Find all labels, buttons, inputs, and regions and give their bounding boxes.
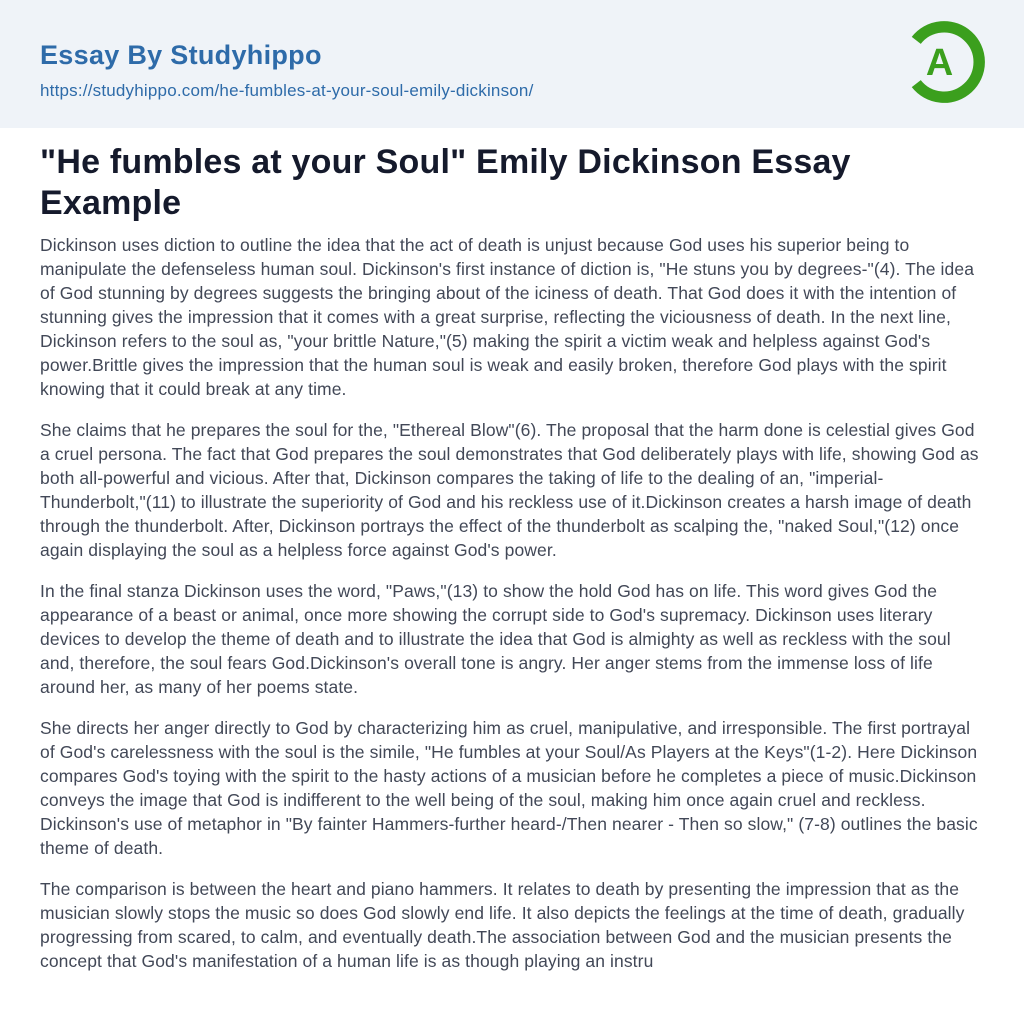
page-url-link[interactable]: https://studyhippo.com/he-fumbles-at-your-soul-emily-dickinson/ xyxy=(40,80,534,100)
studyhippo-logo[interactable] xyxy=(900,18,988,106)
essay-paragraph: Dickinson uses diction to outline the idea that the act of death is unjust because God uses his superior being to manipulate the defenseless human soul. Dickinson's first instance of diction is, "He stuns you by degrees-"(4). The idea of God stunning by degrees suggests the bringing about of the iciness of death. That God does it with the intention of stunning gives the impression that it comes with a great surprise, reflecting the viciousness of death. In the next line, Dickinson refers to the soul as, "your brittle Nature,"(5) making the spirit a victim weak and helpless against God's power.Brittle gives the impression that the human soul is weak and easily broken, therefore God plays with the spirit knowing that it could break at any time. xyxy=(40,235,975,399)
essay-paragraph: She claims that he prepares the soul for the, "Ethereal Blow"(6). The proposal that the harm done is celestial gives God a cruel persona. The fact that God prepares the soul demonstrates that God deliberately plays with life, showing God as both all-powerful and vicious. After that, Dickinson compares the taking of life to the dealing of an, "imperial-Thunderbolt,"(11) to illustrate the superiority of God and his reckless use of it.Dickinson creates a harsh image of death through the thunderbolt. After, Dickinson portrays the effect of the thunderbolt as scalping the, "naked Soul,"(12) once again displaying the soul as a helpless force against God's power. xyxy=(40,420,979,560)
essay-content xyxy=(0,128,1024,973)
essay-paragraph: The comparison is between the heart and piano hammers. It relates to death by presenting the impression that as the musician slowly stops the music so does God slowly end life. It also depicts the feelings at the time of death, gradually progressing from scared, to calm, and eventually death.The association between God and the musician presents the concept that God's manifestation of a human life is as though playing an instru xyxy=(40,879,965,971)
essay-paragraph: She directs her anger directly to God by characterizing him as cruel, manipulative, and irresponsible. The first portrayal of God's carelessness with the soul is the simile, "He fumbles at your Soul/As Players at the Keys"(1-2). Here Dickinson compares God's toying with the spirit to the hasty actions of a musician before he completes a piece of music.Dickinson conveys the image that God is indifferent to the well being of the soul, making him once again cruel and reckless. Dickinson's use of metaphor in "By fainter Hammers-further heard-/Then nearer - Then so slow," (7-8) outlines the basic theme of death. xyxy=(40,718,978,858)
essay-paragraph: In the final stanza Dickinson uses the word, "Paws,"(13) to show the hold God has on life. This word gives God the appearance of a beast or animal, once more showing the corrupt side to God's supremacy. Dickinson uses literary devices to develop the theme of death and to illustrate the idea that God is almighty as well as reckless with the soul and, therefore, the soul fears God.Dickinson's overall tone is angry. Her anger stems from the immense loss of life around her, as many of her poems state. xyxy=(40,581,951,697)
essay-body xyxy=(40,233,988,973)
site-title: Essay By Studyhippo xyxy=(40,40,322,71)
essay-title: "He fumbles at your Soul" Emily Dickinson Essay Example xyxy=(40,143,851,222)
logo-letter: A xyxy=(925,42,954,85)
page-header xyxy=(0,0,1024,128)
header-text-block xyxy=(40,27,534,101)
